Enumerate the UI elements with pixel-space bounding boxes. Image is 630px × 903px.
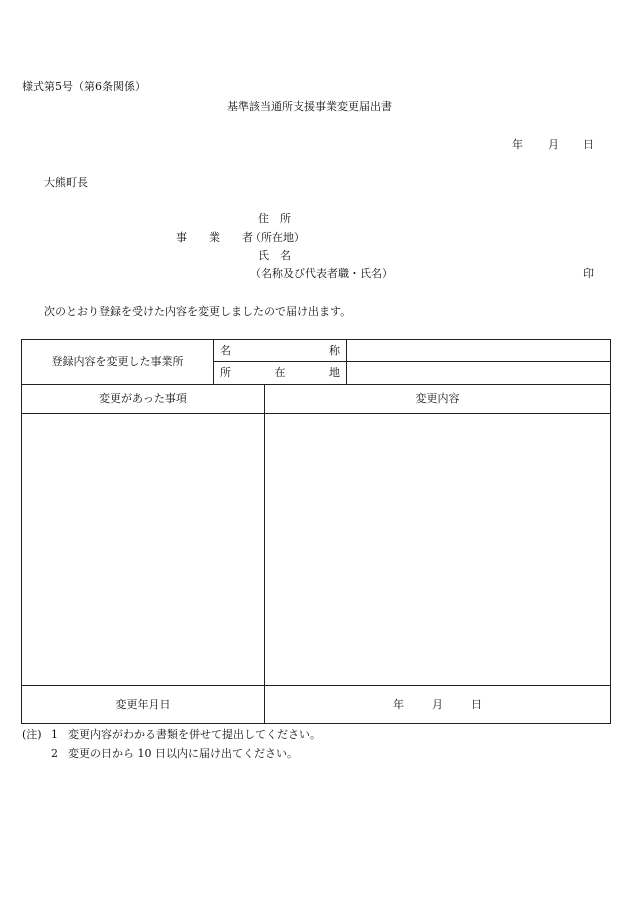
location-char-3: 地 [329, 366, 340, 379]
office-location-label [214, 366, 346, 380]
change-date-month: 月 [432, 697, 443, 711]
name-char-2: 称 [329, 343, 340, 357]
office-name-label [214, 344, 346, 358]
form-number: 様式第5号（第6条関係） [22, 80, 146, 93]
note-1-text: 変更内容がわかる書類を併せて提出してください。 [68, 728, 321, 741]
name-char-1: 名 [220, 343, 231, 357]
location-label: （所在地） [250, 231, 305, 244]
business-operator-label: 事 業 者 [176, 231, 253, 244]
date-day-label: 日 [583, 138, 594, 151]
name-label: 氏 名 [258, 249, 291, 262]
change-form-table [21, 339, 611, 724]
changed-content-header: 変更内容 [415, 392, 460, 405]
office-label-cell [22, 340, 214, 385]
address-label: 住 所 [258, 212, 291, 225]
changed-item-header-cell [22, 385, 265, 414]
change-body-row [22, 414, 611, 686]
office-name-row [22, 340, 611, 362]
changed-content-value-cell[interactable] [265, 414, 611, 686]
change-header-row [22, 385, 611, 414]
change-date-row [22, 686, 611, 724]
notes-prefix: (注) [22, 728, 42, 741]
changed-item-value-cell[interactable] [22, 414, 265, 686]
addressee: 大熊町長 [44, 176, 88, 189]
date-year-label: 年 [512, 138, 523, 151]
note-2-text: 変更の日から 10 日以内に届け出てください。 [68, 747, 298, 760]
note-1-number: 1 [51, 728, 58, 741]
intro-text: 次のとおり登録を受けた内容を変更しましたので届け出ます。 [44, 305, 352, 318]
changed-item-header: 変更があった事項 [99, 392, 187, 405]
seal-mark: 印 [583, 267, 594, 280]
office-location-value-cell[interactable] [347, 362, 611, 385]
office-name-label-cell [214, 340, 347, 362]
office-label: 登録内容を変更した事業所 [51, 355, 184, 368]
date-month-label: 月 [548, 138, 559, 151]
changed-content-header-cell [265, 385, 611, 414]
change-date-year: 年 [393, 697, 404, 711]
location-char-2: 在 [274, 366, 286, 379]
office-name-value-cell[interactable] [347, 340, 611, 362]
change-date-day: 日 [471, 697, 482, 711]
location-char-1: 所 [220, 366, 231, 379]
name-note: （名称及び代表者職・氏名） [250, 267, 393, 280]
office-location-label-cell [214, 362, 347, 385]
note-2-number: 2 [51, 747, 58, 760]
document-title: 基準該当通所支援事業変更届出書 [227, 100, 392, 113]
change-date-value-cell[interactable] [265, 686, 611, 724]
change-date-value[interactable] [265, 698, 610, 712]
change-date-label: 変更年月日 [115, 697, 171, 711]
change-date-label-cell [22, 686, 265, 724]
